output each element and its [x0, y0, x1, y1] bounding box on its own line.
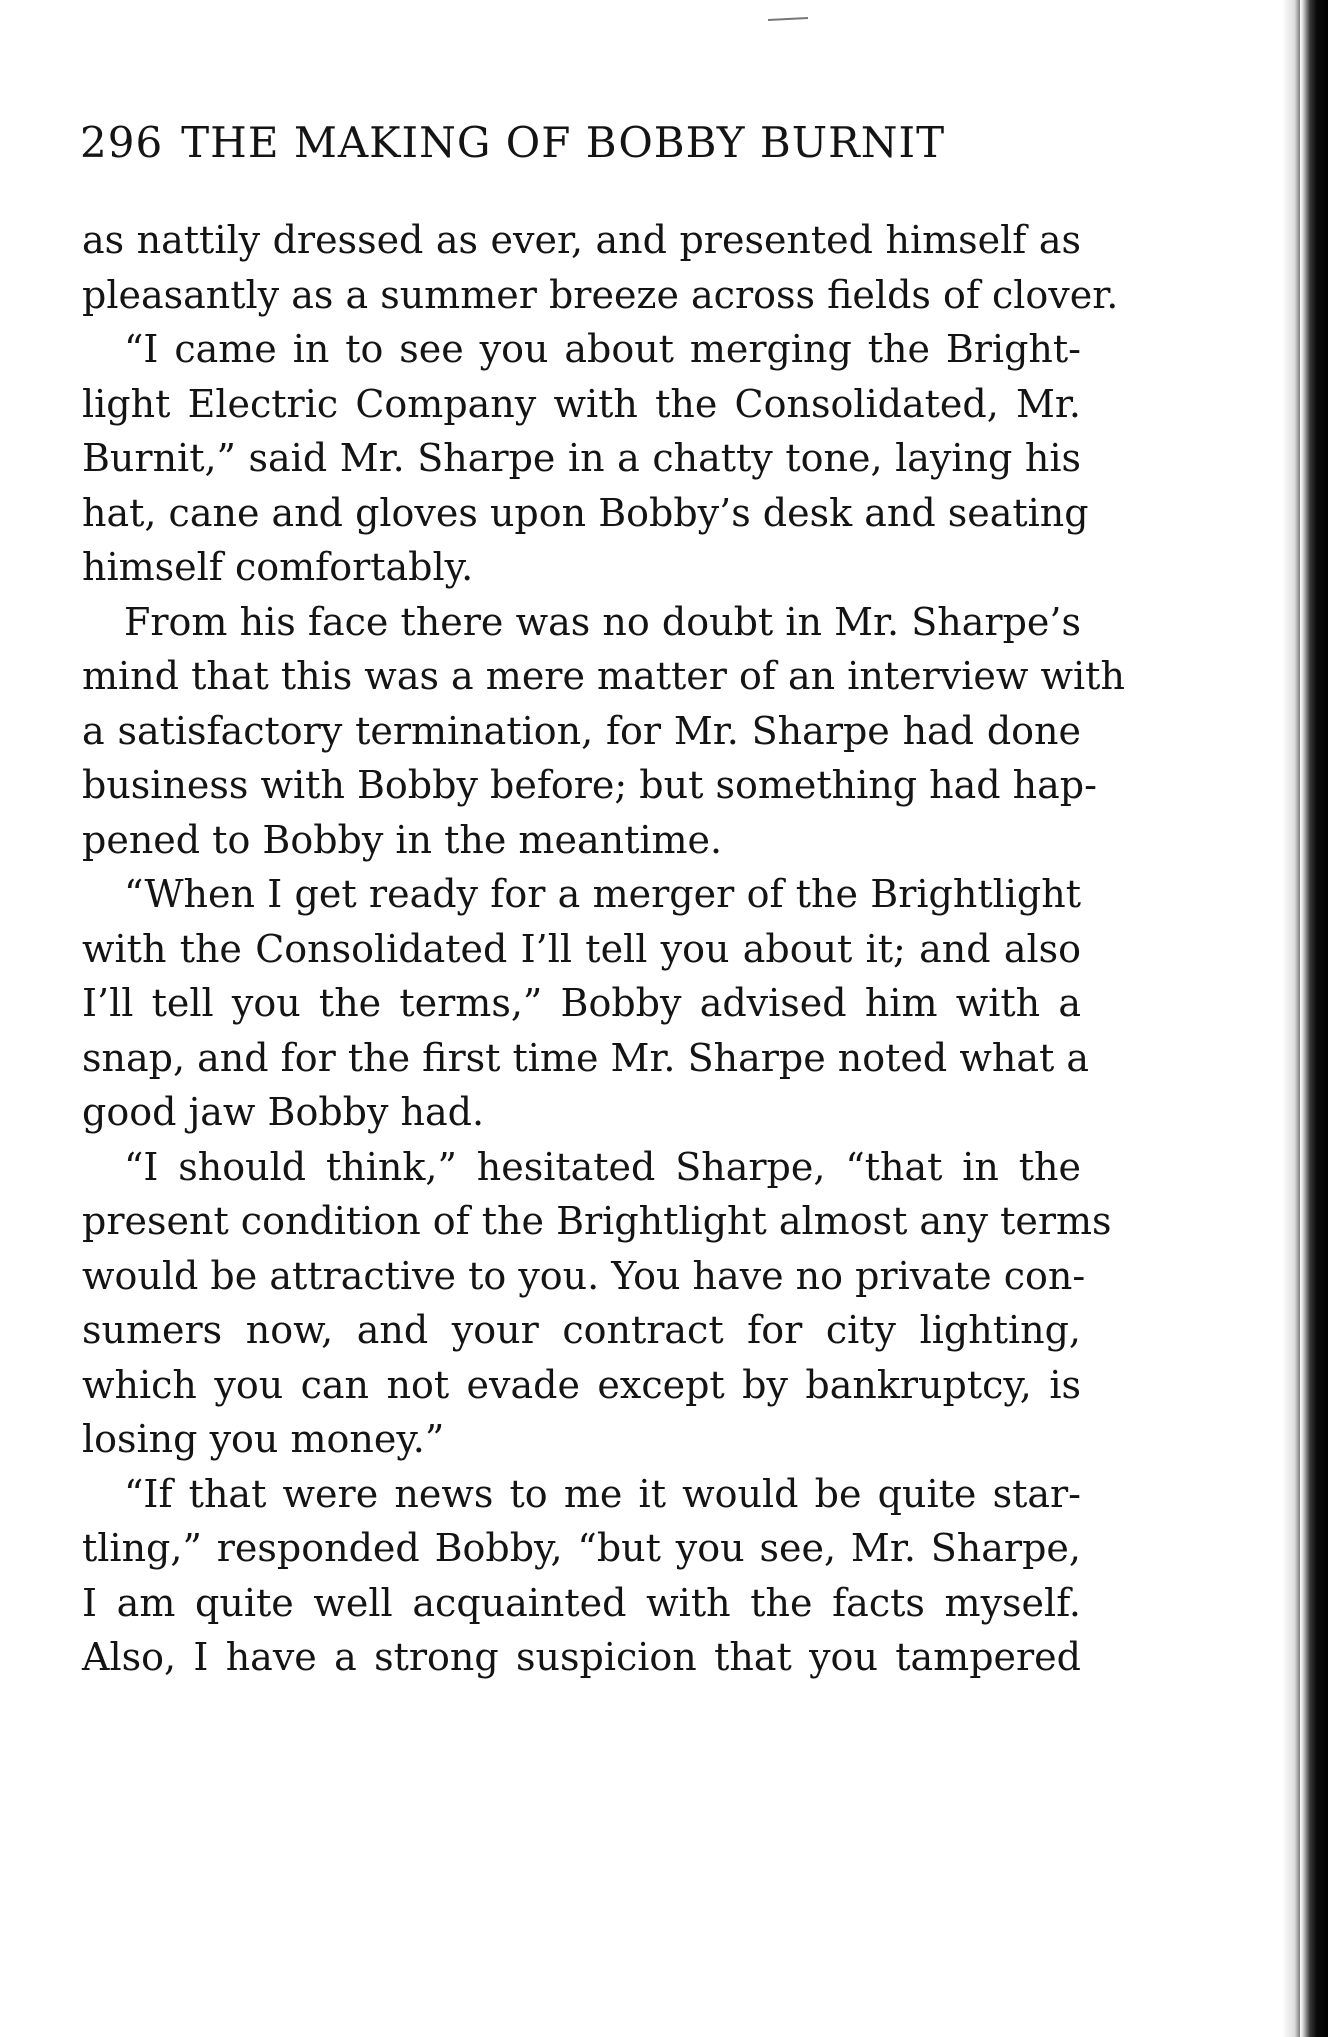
text-line: losing you money.”	[82, 1417, 445, 1461]
scan-mark	[768, 17, 808, 21]
text-line: “I should think,” hesitated Sharpe, “that in the	[124, 1144, 1081, 1189]
text-line: “I came in to see you about merging the Bright-	[124, 327, 1081, 371]
text-line: Burnit,” said Mr. Sharpe in a chatty tone, laying his	[82, 436, 1081, 480]
text-line: business with Bobby before; but something had hap-	[82, 763, 1097, 807]
text-line: as nattily dressed as ever, and presented himself as	[82, 218, 1081, 262]
text-line: present condition of the Brightlight almost any terms	[82, 1199, 1112, 1243]
text-line: I am quite well acquainted with the facts myself.	[82, 1580, 1081, 1625]
text-line: “If that were news to me it would be quite star-	[124, 1471, 1081, 1516]
text-line: Also, I have a strong suspicion that you tampered	[82, 1635, 1081, 1679]
text-line: “When I get ready for a merger of the Brightlight	[124, 872, 1081, 916]
text-line: mind that this was a mere matter of an interview with	[82, 654, 1125, 698]
binding-shadow	[1282, 0, 1300, 2037]
text-line: would be attractive to you. You have no private con-	[82, 1253, 1086, 1298]
text-line: good jaw Bobby had.	[82, 1090, 485, 1134]
binding-edge	[1300, 0, 1328, 2037]
running-header	[80, 118, 1080, 167]
text-line: with the Consolidated I’ll tell you about it; and also	[82, 926, 1081, 971]
body-text	[82, 213, 1125, 1685]
text-line: pleasantly as a summer breeze across fields of clover.	[82, 272, 1119, 317]
text-line: pened to Bobby in the meantime.	[82, 817, 723, 862]
text-line: tling,” responded Bobby, “but you see, Mr. Sharpe,	[82, 1526, 1081, 1570]
text-line: snap, and for the first time Mr. Sharpe noted what a	[82, 1035, 1089, 1080]
text-line: a satisfactory termination, for Mr. Sharpe had done	[82, 708, 1081, 753]
text-line: sumers now, and your contract for city lighting,	[82, 1308, 1081, 1352]
text-line: himself comfortably.	[82, 545, 474, 589]
running-title: THE MAKING OF BOBBY BURNIT	[181, 118, 946, 167]
page-number: 296	[80, 118, 164, 167]
text-line: I’ll tell you the terms,” Bobby advised him with a	[82, 981, 1081, 1025]
text-line: which you can not evade except by bankruptcy, is	[82, 1362, 1081, 1407]
text-line: light Electric Company with the Consolidated, Mr.	[82, 381, 1081, 426]
text-line: From his face there was no doubt in Mr. Sharpe’s	[124, 599, 1081, 644]
text-line: hat, cane and gloves upon Bobby’s desk and seating	[82, 490, 1089, 535]
